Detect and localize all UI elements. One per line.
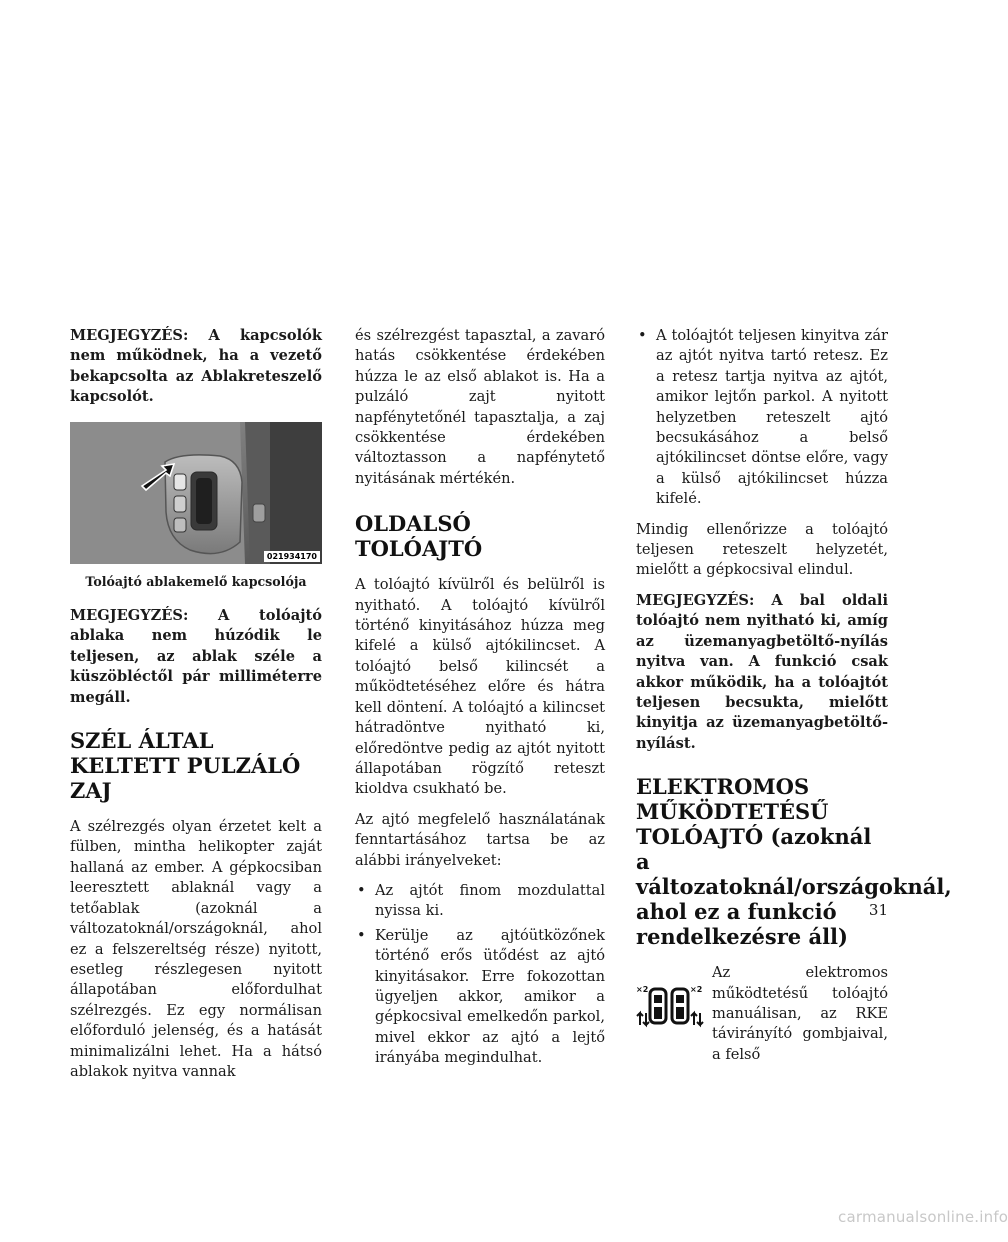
bullet-mark: •: [357, 926, 366, 944]
column-middle: [355, 326, 605, 1079]
list-item: • A tolóajtót teljesen kinyitva zár az ajtót nyitva tartó retesz. Ez a retesz tartja nyitva az ajtót, amikor lejtőn parkol. A nyitott helyzetben reteszelt ajtó becsukásához a belső ajtókilincset döntse előre, vagy a külső ajtókilincset húzza kifelé.: [638, 327, 888, 508]
sliding-door-window-switch-figure: [70, 422, 322, 564]
list-item: • Kerülje az ajtóütközőnek történő erős ütődést az ajtó kinyitásakor. Erre fokozottan ügyeljen akkor, amikor a gépkocsival emelkedőn parkol, mivel ekkor az ajtó a lejtő irányába megindulhat.: [357, 926, 605, 1067]
figure-caption: Tolóajtó ablakemelő kapcsolója: [85, 573, 307, 589]
heading-power-sliding-door: ELEKTROMOS MŰKÖDTETÉSŰ TOLÓAJTÓ (azoknál a változatoknál/országoknál, ahol ez a funkció rendelkezésre áll): [636, 774, 952, 950]
paragraph-guidelines: Az ajtó megfelelő használatának fenntartásához tartsa be az alábbi irányelveket:: [355, 810, 605, 869]
icon-label-right: ×2: [690, 985, 703, 995]
watermark: carmanualsonline.info: [838, 1208, 1008, 1226]
page-number: 31: [868, 901, 888, 919]
note-window-lock: MEGJEGYZÉS: A kapcsolók nem működnek, ha a vezető bekapcsolta az Ablakreteszelő kapcsolót.: [70, 327, 322, 406]
paragraph-power-sliding-door: Az elektromos működtetésű tolóajtó manuálisan, az RKE távirányító gombjaival, a felső: [712, 964, 888, 1063]
column-left: [70, 326, 322, 1082]
list-item: • Az ajtót finom mozdulattal nyissa ki.: [357, 881, 605, 920]
door-panel-illustration: [70, 422, 322, 564]
icon-label-left: ×2: [636, 985, 649, 995]
column-right: [636, 326, 952, 1065]
paragraph-wind-buffeting: A szélrezgés olyan érzetet kelt a fülben, mintha helikopter zaját hallaná az ember. A gépkocsiban leeresztett ablaknál vagy a tetőablak (azoknál a változatoknál/országoknál, ahol ez a felszereltség része) nyitott, esetleg részlegesen nyitott állapotában előfordulhat szélrezgés. Ez egy normálisan előforduló jelenség, és a hatását minimalizálni lehet. Ha a hátsó ablakok nyitva vannak: [70, 818, 322, 1080]
latch-list: [636, 326, 888, 510]
figure-id: 021934170: [264, 551, 320, 562]
paragraph-check-latched: Mindig ellenőrizze a tolóajtó teljesen reteszelt helyzetét, mielőtt a gépkocsival elindul.: [636, 520, 888, 579]
paragraph-wind-continued: és szélrezgést tapasztal, a zavaró hatás csökkentése érdekében húzza le az első ablakot is. Ha a pulzáló zajt nyitott napfénytetőnél tapasztalja, a zaj csökkentése érdekében változtasson a napfénytető nyitásának mértékén.: [355, 327, 605, 487]
note-window-travel: MEGJEGYZÉS: A tolóajtó ablaka nem húzódik le teljesen, az ablak széle a küszöbléctől pár milliméterre megáll.: [70, 607, 322, 706]
heading-wind-buffeting: SZÉL ÁLTAL KELTETT PULZÁLÓ ZAJ: [70, 728, 301, 804]
note-fuel-door: MEGJEGYZÉS: A bal oldali tolóajtó nem nyitható ki, amíg az üzemanyagbetöltő-nyílás nyitva van. A funkció csak akkor működik, ha a tolóajtót teljesen becsukta, mielőtt kinyitja az üzemanyagbetöltő-nyílást.: [636, 591, 888, 752]
guideline-list: [355, 881, 605, 1069]
power-sliding-door-icon: [636, 983, 706, 1047]
bullet-mark: •: [638, 327, 647, 344]
paragraph-sliding-door: A tolóajtó kívülről és belülről is nyitható. A tolóajtó kívülről történő kinyitásához húzza meg kifelé a külső ajtókilincset. A tolóajtó belső kilincsét a működtetéséhez előre és hátra kell döntení. A tolóajtó a kilincset hátradöntve nyitható ki, előredöntve pedig az ajtót nyitott állapotában rögzítő reteszt kioldva csukható be.: [355, 576, 605, 798]
heading-sliding-door: OLDALSÓ TOLÓAJTÓ: [355, 511, 483, 562]
bullet-mark: •: [357, 881, 366, 899]
